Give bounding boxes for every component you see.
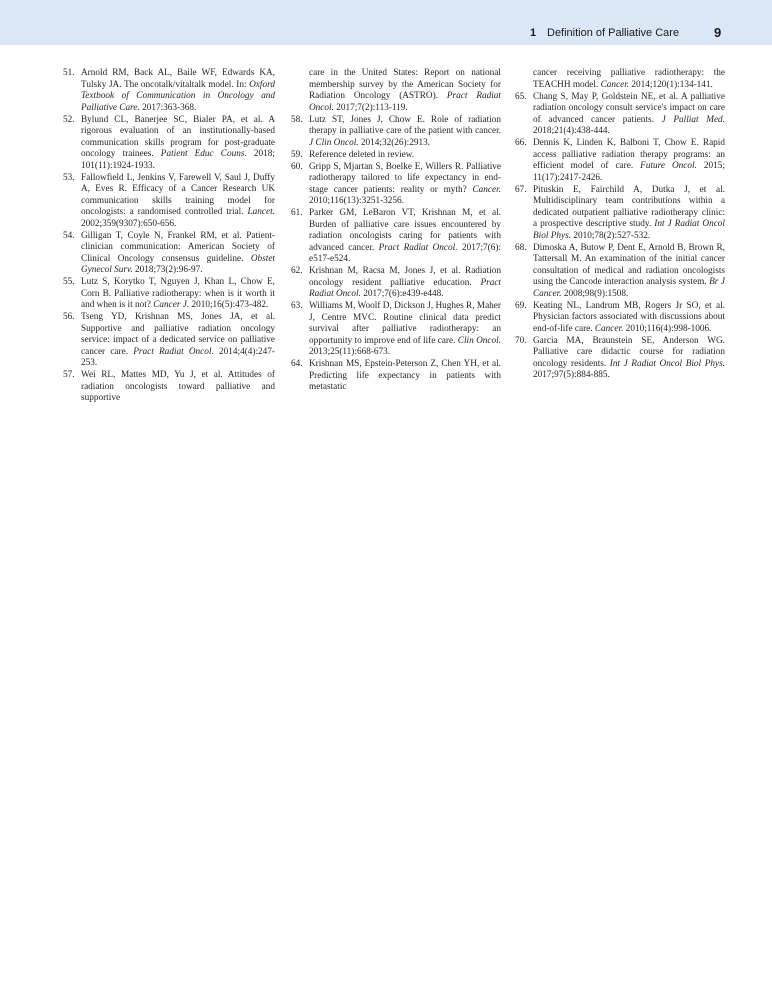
reference-text: Fallowfield L, Jenkins V, Farewell V, Saul J, Duffy A, Eves R. Efficacy of a Cancer Research UK communication skills training model for oncologists: a randomised controlled trial.	[81, 172, 275, 217]
reference-item	[291, 208, 501, 266]
reference-citation: 2015; 11(17):2417-2426.	[533, 161, 725, 183]
journal-title: Cancer.	[472, 184, 501, 195]
reference-citation: 2018;21(4):438-444.	[533, 126, 610, 136]
reference-text: Tseng YD, Krishnan MS, Jones JA, et al. Supportive and palliative radiation oncology service: impact of a dedicated service on palliative cancer care.	[81, 312, 275, 357]
journal-title: Pract Radiat Oncol.	[378, 242, 458, 253]
reference-column-1	[63, 68, 275, 405]
reference-continuation	[291, 68, 501, 114]
reference-citation: 2017;7(6): e517-e524.	[309, 242, 502, 264]
reference-text: Wei RL, Mattes MD, Yu J, et al. Attitudes of radiation oncologists toward palliative and supportive	[81, 370, 275, 403]
reference-number: 64.	[291, 359, 303, 369]
reference-number: 61.	[291, 208, 303, 218]
reference-citation: 2014;32(26):2913.	[358, 137, 431, 148]
journal-title: Obstet Gynecol Surv.	[81, 253, 275, 275]
journal-title: J Palliat Med.	[661, 114, 725, 125]
reference-text: Gilligan T, Coyle N, Frankel RM, et al. Patient-clinician communication: American Society of Clinical Oncology consensus guideline.	[81, 230, 275, 264]
reference-item	[63, 115, 275, 173]
reference-citation: 2008;98(9):1508.	[561, 288, 629, 299]
reference-item	[291, 359, 501, 394]
journal-title: Patient Educ Couns.	[160, 149, 247, 159]
reference-text: Lutz ST, Jones J, Chow E. Role of radiation therapy in palliative care of the patient with cancer.	[309, 114, 501, 136]
reference-citation: 2010;16(5):473-482.	[189, 300, 269, 310]
reference-item	[291, 301, 501, 359]
reference-item	[515, 185, 725, 243]
reference-number: 55.	[63, 277, 75, 287]
reference-item	[515, 336, 725, 382]
journal-title: Oxford Textbook of Communication in Oncology and Palliative Care	[81, 79, 275, 113]
reference-item	[291, 150, 501, 162]
reference-citation: . 2017:363-368.	[137, 102, 197, 113]
reference-text: Williams M, Woolf D, Dickson J, Hughes R, Maher J, Centre MVC. Routine clinical data predict survival after palliative radiotherapy: an opportunity to improve end of life care.	[309, 301, 501, 346]
reference-item	[515, 92, 725, 138]
reference-text: Lutz S, Korytko T, Nguyen J, Khan L, Chow E, Corn B. Palliative radiotherapy: when is it worth it and when is it not?	[81, 277, 275, 310]
reference-citation: 2017;7(6):e439-e448.	[360, 289, 444, 299]
reference-number: 70.	[515, 335, 527, 346]
journal-title: Clin Oncol.	[457, 335, 501, 346]
reference-text: Gripp S, Mjartan S, Boelke E, Willers R. Palliative radiotherapy tailored to life expectancy in end-stage cancer patients: reality or myth?	[309, 161, 501, 195]
reference-citation: 2010;116(13):3251-3256.	[309, 196, 404, 206]
reference-number: 57.	[63, 370, 75, 380]
reference-text: Krishnan MS, Epstein-Peterson Z, Chen YH, et al. Predicting life expectancy in patients with metastatic	[309, 359, 501, 392]
reference-text: Pituskin E, Fairchild A, Dutka J, et al. Multidisciplinary team contributions within a dedicated outpatient palliative radiotherapy clinic: a prospective descriptive study.	[533, 184, 725, 229]
reference-number: 66.	[515, 138, 527, 148]
journal-title: Pract Radiat Oncol.	[133, 346, 214, 357]
journal-title: Cancer.	[600, 79, 630, 90]
journal-title: Int J Radiat Oncol Biol Phys.	[533, 219, 725, 241]
reference-number: 53.	[63, 172, 75, 183]
journal-title: Cancer J.	[153, 300, 190, 310]
reference-item	[515, 301, 725, 336]
reference-citation: 2017;7(2):113-119.	[333, 102, 408, 113]
reference-citation: 2018; 101(11):1924-1933.	[81, 149, 275, 171]
journal-title: Pract Radiat Oncol.	[309, 91, 502, 113]
reference-number: 60.	[291, 161, 303, 172]
reference-text: Chang S, May P, Goldstein NE, et al. A palliative radiation oncology consult service's impact on care of advanced cancer patients.	[533, 91, 725, 125]
reference-item	[291, 266, 501, 301]
reference-number: 65.	[515, 91, 527, 102]
reference-item	[291, 162, 501, 208]
reference-text: Dimoska A, Butow P, Dent E, Arnold B, Brown R, Tattersall M. An examination of the initial cancer consultation of medical and radiation oncologists using the Cancode interaction analysis system.	[533, 242, 725, 287]
reference-text: Garcia MA, Braunstein SE, Anderson WG. Palliative care didactic course for radiation oncology residents.	[533, 335, 725, 369]
chapter-number: 1	[530, 27, 537, 39]
reference-item	[63, 370, 275, 405]
reference-number: 58.	[291, 114, 303, 125]
reference-text: Bylund CL, Banerjee SC, Bialer PA, et al. A rigorous evaluation of an institutionally-based communication skills program for post-graduate oncology trainees.	[81, 114, 275, 159]
reference-item	[63, 277, 275, 312]
journal-title: J Clin Oncol.	[309, 137, 359, 148]
reference-number: 56.	[63, 312, 75, 322]
reference-citation: 2017;97(5):884-885.	[533, 370, 610, 380]
reference-text: Keating NL, Landrum MB, Rogers Jr SO, et al. Physician factors associated with discussions about end-of-life care.	[533, 300, 725, 334]
reference-number: 68.	[515, 242, 527, 253]
reference-item	[63, 312, 275, 370]
journal-title: Future Oncol.	[640, 161, 697, 171]
reference-number: 59.	[291, 149, 303, 160]
reference-text: care in the United States: Report on national membership survey by the American Society for Radiation Oncology (ASTRO).	[309, 68, 501, 101]
journal-title: Br J Cancer.	[533, 277, 725, 299]
journal-title: Pract Radiat Oncol.	[309, 277, 501, 299]
reference-item	[63, 173, 275, 231]
reference-number: 69.	[515, 300, 527, 311]
reference-number: 67.	[515, 184, 527, 195]
reference-citation: 2010;116(4):998-1006.	[623, 323, 712, 334]
reference-citation: 2014;120(1):134-141.	[629, 79, 713, 90]
reference-text: cancer receiving palliative radiotherapy: the TEACHH model.	[533, 68, 725, 90]
reference-text: Dennis K, Linden K, Balboni T, Chow E. Rapid access palliative radiation therapy programs: an efficient model of care.	[533, 138, 725, 171]
reference-item	[63, 68, 275, 114]
reference-number: 54.	[63, 230, 75, 241]
reference-column-3	[515, 68, 725, 382]
journal-title: Lancet.	[247, 207, 275, 217]
reference-citation: 2013;25(11):668-673.	[309, 347, 391, 357]
reference-number: 62.	[291, 266, 303, 276]
reference-continuation	[515, 68, 725, 91]
chapter-title: Definition of Palliative Care	[547, 27, 680, 39]
reference-citation: 2018;73(2):96-97.	[132, 265, 203, 275]
reference-column-2	[291, 68, 501, 394]
reference-item	[63, 231, 275, 277]
reference-item	[291, 115, 501, 150]
reference-citation: 2014;4(4):247-253.	[81, 346, 276, 368]
reference-number: 52.	[63, 114, 75, 125]
reference-citation: 2010;78(2):527-532.	[571, 230, 651, 241]
journal-title: Cancer.	[594, 323, 624, 334]
running-header	[0, 0, 772, 45]
reference-item	[515, 243, 725, 301]
page-number: 9	[714, 25, 722, 40]
reference-text: Krishnan M, Racsa M, Jones J, et al. Radiation oncology resident palliative education.	[309, 266, 501, 288]
journal-title: Int J Radiat Oncol Biol Phys.	[609, 358, 725, 369]
reference-citation: 2002;359(9307):650-656.	[81, 218, 177, 229]
reference-number: 63.	[291, 301, 303, 311]
reference-text: Arnold RM, Back AL, Baile WF, Edwards KA, Tulsky JA. The oncotalk/vitaltalk model. In:	[81, 68, 275, 90]
reference-text: Parker GM, LeBaron VT, Krishnan M, et al. Burden of palliative care issues encountered by radiation oncologists caring for patients with advanced cancer.	[309, 208, 501, 253]
reference-text: Reference deleted in review.	[309, 149, 415, 160]
reference-item	[515, 138, 725, 184]
reference-number: 51.	[63, 68, 75, 78]
